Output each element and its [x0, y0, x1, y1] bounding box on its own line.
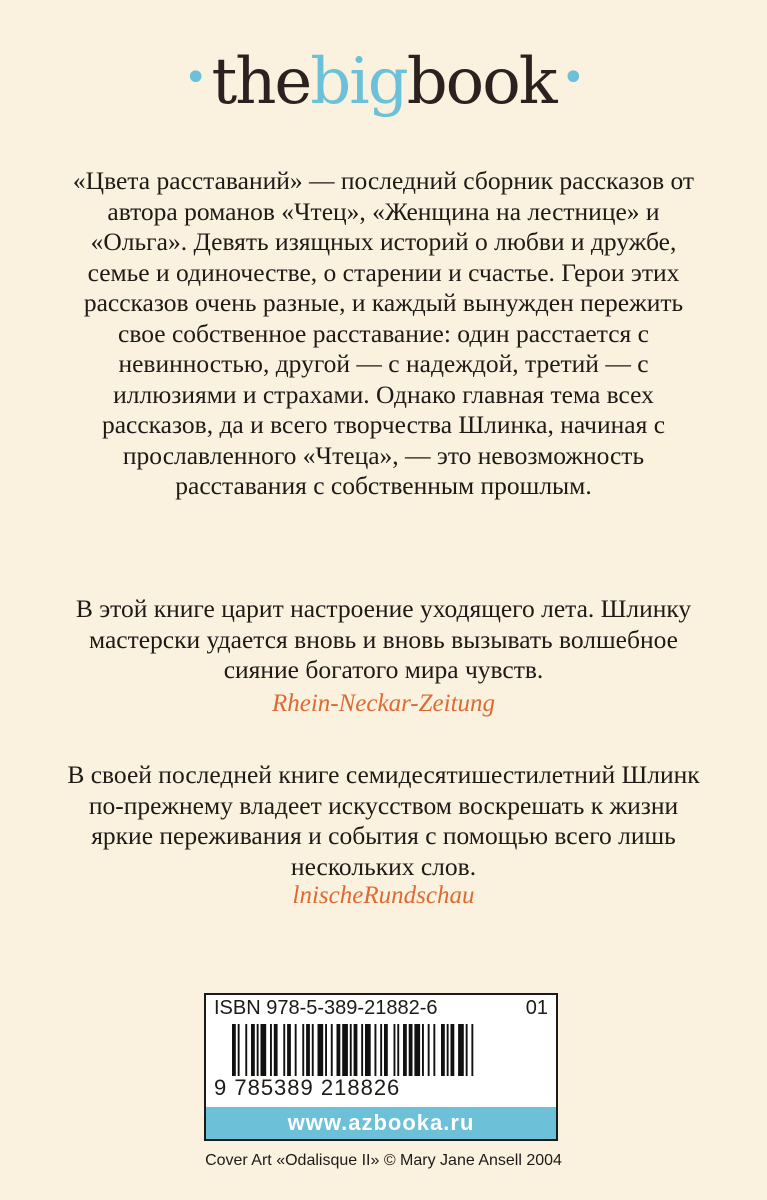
review-quote-2: В своей последней книге семидесятишестилетний Шлинк по-прежнему владеет искусством воскрешать к жизни яркие переживания и события с помощью всего лишь нескольких слов.	[67, 760, 700, 881]
isbn-line	[214, 997, 548, 1020]
review-quote-1: В этой книге царит настроение уходящего лета. Шлинку мастерски удается вновь и вновь вызывать волшебное сияние богатого мира чувств.	[75, 594, 692, 684]
barcode-image	[232, 1024, 532, 1076]
barcode-panel	[204, 993, 558, 1141]
logo-dot-right: •	[561, 55, 584, 101]
cover-art-credit: Cover Art «Odalisque II» © Mary Jane Ansell 2004	[205, 1152, 562, 1169]
publisher-logo	[0, 30, 767, 130]
isbn-addon: 01	[525, 997, 548, 1019]
logo-book: book	[406, 45, 556, 119]
review-source-2: lnischeRundschau	[292, 882, 475, 909]
logo-big: big	[310, 45, 407, 119]
barcode-digits: 9 785389 218826	[214, 1075, 401, 1100]
logo-dot-left: •	[183, 55, 206, 101]
review-source-1: Rhein-Neckar-Zeitung	[271, 690, 496, 717]
publisher-url: www.azbooka.ru	[206, 1107, 556, 1139]
logo-the: the	[211, 45, 311, 119]
book-description: «Цвета расставаний» — последний сборник рассказов от автора романов «Чтец», «Женщина на лестнице» и «Ольга». Девять изящных историй о любви и дружбе, семье и одиночестве, о старении и счастье. Герои этих рассказов очень разные, и каждый вынужден пережить свое собственное расставание: один расстается с невинностью, другой — с надеждой, третий — с иллюзиями и страхами. Однако главная тема всех рассказов, да и всего творчества Шлинка, начиная с прославленного «Чтеца», — это невозможность расставания с собственным прошлым.	[72, 166, 695, 500]
isbn-number: ISBN 978-5-389-21882-6	[214, 997, 438, 1019]
